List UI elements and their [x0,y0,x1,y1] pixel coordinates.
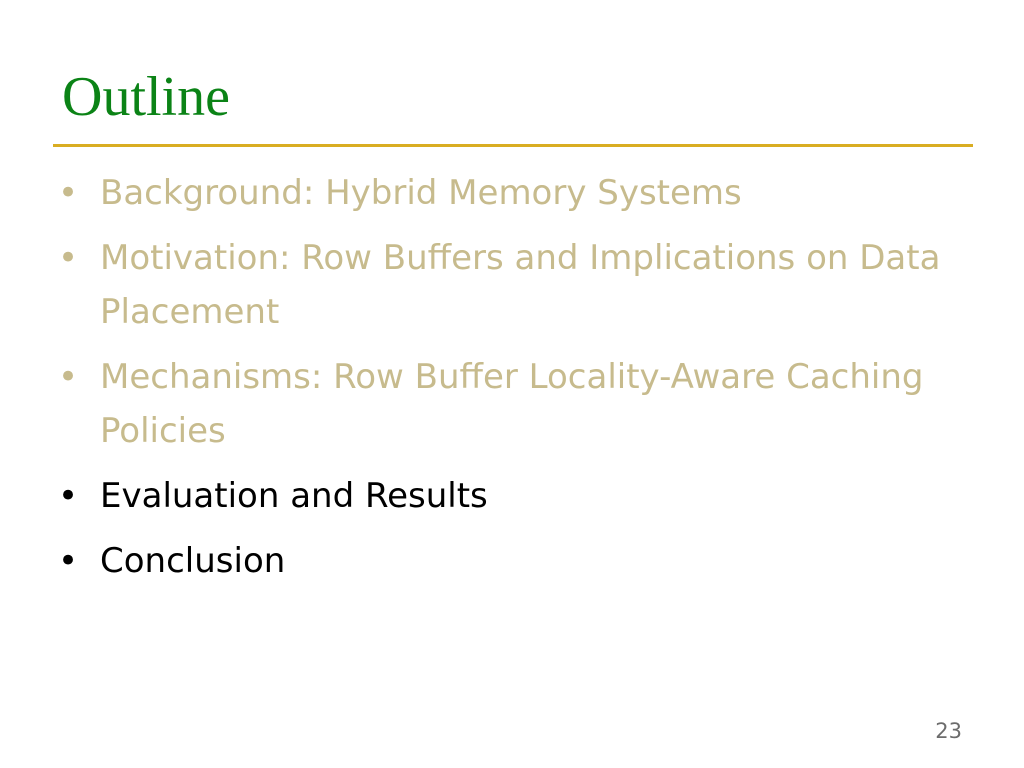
outline-item-text: Motivation: Row Buffers and Implications on Data Placement [100,238,941,332]
slide-title: Outline [62,66,230,128]
outline-item [58,350,958,458]
outline-item-text: Evaluation and Results [100,476,488,516]
bullet-dot-icon: • [58,541,79,581]
outline-bullet-list [58,166,958,599]
bullet-dot-icon: • [58,238,79,278]
bullet-dot-icon: • [58,476,79,516]
outline-item [58,534,958,588]
outline-item [58,469,958,523]
outline-item-text: Conclusion [100,541,286,581]
outline-item-text: Mechanisms: Row Buffer Locality-Aware Caching Policies [100,357,924,451]
outline-item-text: Background: Hybrid Memory Systems [100,173,742,213]
outline-item [58,231,958,339]
title-divider [53,144,973,147]
outline-item [58,166,958,220]
page-number: 23 [935,719,962,743]
bullet-dot-icon: • [58,357,79,397]
bullet-dot-icon: • [58,173,79,213]
